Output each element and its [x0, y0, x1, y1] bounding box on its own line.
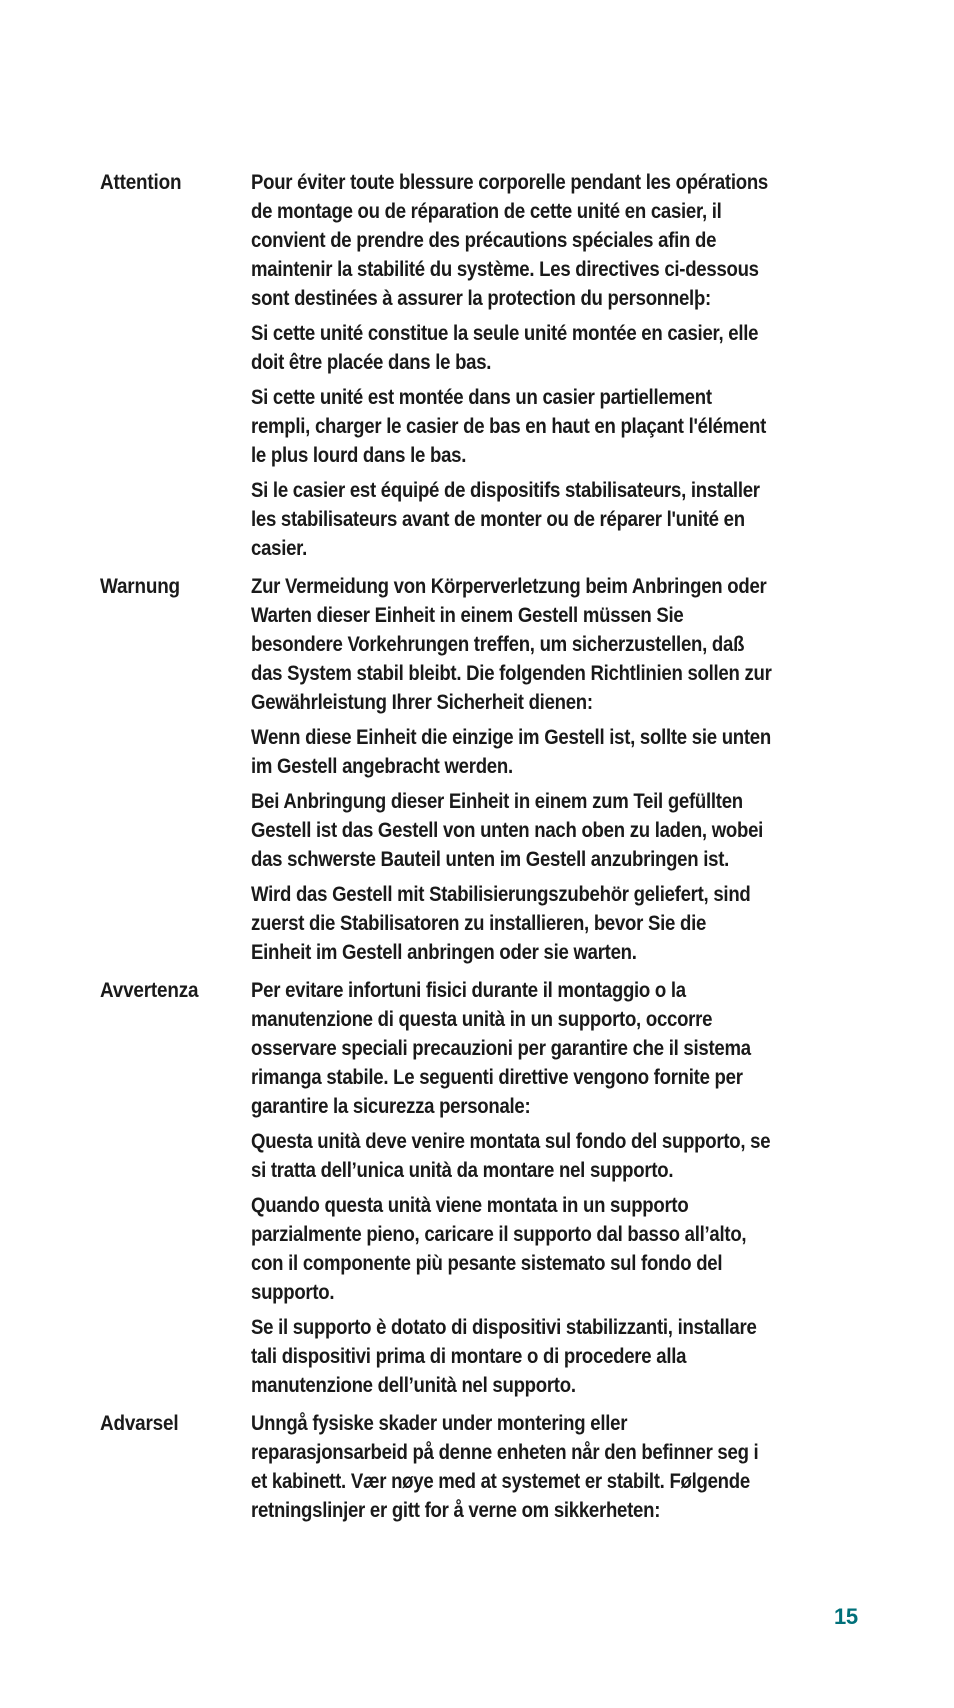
paragraph [251, 1127, 862, 1185]
text-line: maintenir la stabilité du système. Les directives ci-dessous [251, 258, 759, 281]
text-line: im Gestell angebracht werden. [251, 755, 513, 778]
text-line: de montage ou de réparation de cette unité en casier, il [251, 200, 722, 223]
paragraph [251, 787, 862, 874]
paragraph [251, 723, 862, 781]
paragraph [251, 572, 862, 717]
section-body [251, 1409, 941, 1531]
text-line: retningslinjer er gitt for å verne om sikkerheten: [251, 1499, 661, 1522]
section-body [251, 976, 941, 1406]
text-line: das System stabil bleibt. Die folgenden Richtlinien sollen zur [251, 662, 772, 685]
paragraph [251, 383, 862, 470]
text-line: Einheit im Gestell anbringen oder sie warten. [251, 941, 637, 964]
text-line: Warten dieser Einheit in einem Gestell müssen Sie [251, 604, 684, 627]
text-line: Unngå fysiske skader under montering eller [251, 1412, 628, 1435]
text-line: manutenzione dell’unità nel supporto. [251, 1374, 576, 1397]
text-line: Si cette unité est montée dans un casier partiellement [251, 386, 712, 409]
text-line: si tratta dell’unica unità da montare nel supporto. [251, 1159, 674, 1182]
text-line: reparasjonsarbeid på denne enheten når den befinner seg i [251, 1441, 759, 1464]
paragraph [251, 976, 862, 1121]
paragraph [251, 476, 862, 563]
text-line: Questa unità deve venire montata sul fondo del supporto, se [251, 1130, 771, 1153]
text-line: Se il supporto è dotato di dispositivi stabilizzanti, installare [251, 1316, 757, 1339]
section-label: Warnung [100, 575, 180, 598]
text-line: casier. [251, 537, 308, 560]
text-line: besondere Vorkehrungen treffen, um sicherzustellen, daß [251, 633, 745, 656]
text-line: osservare speciali precauzioni per garantire che il sistema [251, 1037, 751, 1060]
text-line: Gestell ist das Gestell von unten nach oben zu laden, wobei [251, 819, 764, 842]
text-line: Quando questa unità viene montata in un supporto [251, 1194, 689, 1217]
text-line: parzialmente pieno, caricare il supporto dal basso all’alto, [251, 1223, 747, 1246]
text-line: et kabinett. Vær nøye med at systemet er stabilt. Følgende [251, 1470, 750, 1493]
text-line: Wenn diese Einheit die einzige im Gestell ist, sollte sie unten [251, 726, 771, 749]
paragraph [251, 1313, 862, 1400]
text-line: les stabilisateurs avant de monter ou de réparer l'unité en [251, 508, 745, 531]
page-number: 15 [834, 1604, 858, 1629]
section-body [251, 572, 941, 973]
text-line: Gewährleistung Ihrer Sicherheit dienen: [251, 691, 593, 714]
text-line: rimanga stabile. Le seguenti direttive vengono fornite per [251, 1066, 743, 1089]
text-line: zuerst die Stabilisatoren zu installieren, bevor Sie die [251, 912, 707, 935]
section-body [251, 168, 941, 569]
text-line: garantire la sicurezza personale: [251, 1095, 531, 1118]
section-label: Avvertenza [100, 979, 199, 1002]
text-line: Per evitare infortuni fisici durante il montaggio o la [251, 979, 686, 1002]
text-line: manutenzione di questa unità in un supporto, occorre [251, 1008, 713, 1031]
text-line: le plus lourd dans le bas. [251, 444, 467, 467]
text-line: Zur Vermeidung von Körperverletzung beim Anbringen oder [251, 575, 767, 598]
text-line: das schwerste Bauteil unten im Gestell anzubringen ist. [251, 848, 730, 871]
text-line: Si le casier est équipé de dispositifs stabilisateurs, installer [251, 479, 760, 502]
paragraph [251, 1409, 862, 1525]
text-line: sont destinées à assurer la protection du personnelþ: [251, 287, 711, 310]
text-line: Pour éviter toute blessure corporelle pendant les opérations [251, 171, 768, 194]
text-line: Bei Anbringung dieser Einheit in einem zum Teil gefüllten [251, 790, 743, 813]
text-line: doit être placée dans le bas. [251, 351, 492, 374]
text-line: Wird das Gestell mit Stabilisierungszubehör geliefert, sind [251, 883, 751, 906]
text-line: tali dispositivi prima di montare o di procedere alla [251, 1345, 687, 1368]
section-label: Attention [100, 171, 182, 194]
paragraph [251, 1191, 862, 1307]
text-line: Si cette unité constitue la seule unité montée en casier, elle [251, 322, 759, 345]
section-label: Advarsel [100, 1412, 179, 1435]
text-line: con il componente più pesante sistemato sul fondo del [251, 1252, 723, 1275]
paragraph [251, 319, 862, 377]
text-line: rempli, charger le casier de bas en haut en plaçant l'élément [251, 415, 767, 438]
paragraph [251, 168, 862, 313]
paragraph [251, 880, 862, 967]
text-line: supporto. [251, 1281, 335, 1304]
text-line: convient de prendre des précautions spéciales afin de [251, 229, 717, 252]
